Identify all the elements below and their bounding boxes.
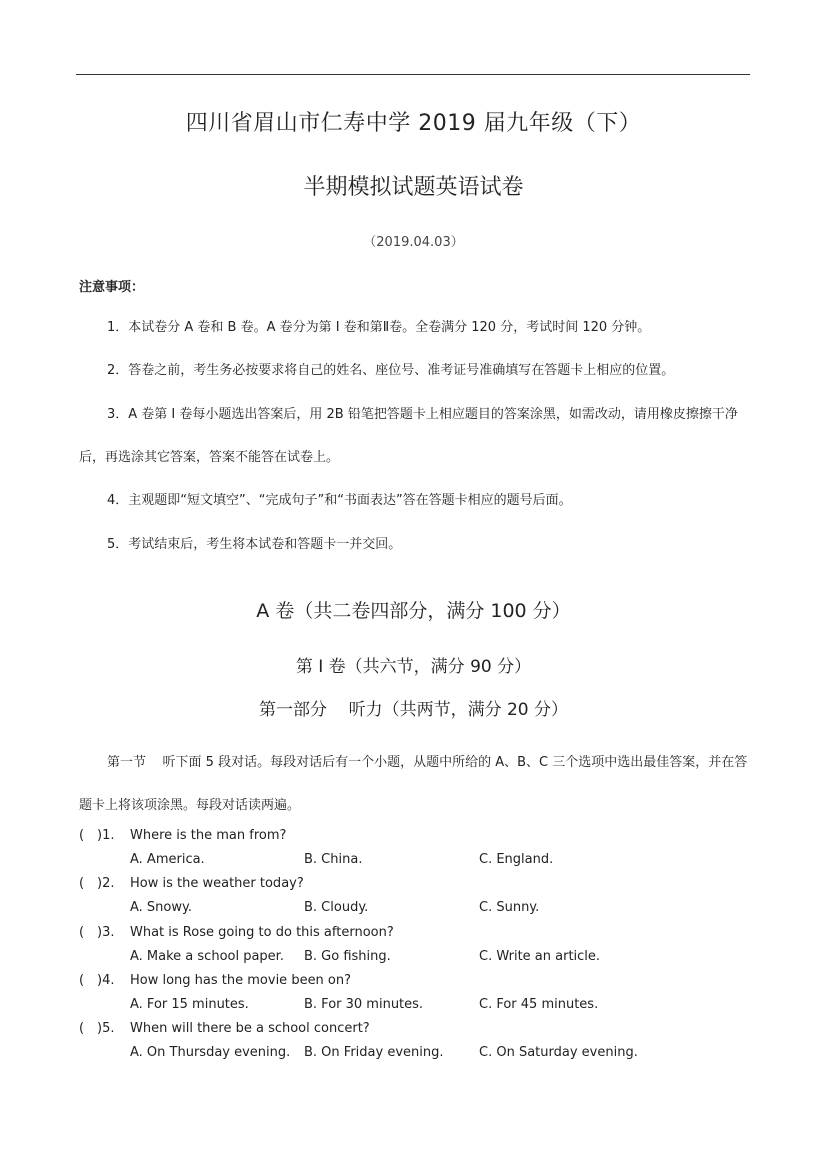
option-a: A. On Thursday evening. [130,1045,291,1060]
option-a: A. Snowy. [130,900,192,915]
subsection-intro: 第一节 听下面 5 段对话。每段对话后有一个小题，从题中所给的 A、B、C 三个选项中选出最佳答案，并在答题卡上将该项涂黑。每段对话读两遍。 [79,755,748,813]
question-stem: When will there be a school concert? [130,1021,370,1036]
exam-title-line1: 四川省眉山市仁寿中学 2019 届九年级（下） [185,111,642,136]
answer-blank: ( [79,828,85,843]
notice-item-text: 4．主观题即“短文填空”、“完成句子”和“书面表达”答在答题卡相应的题号后面。 [107,493,572,508]
option-c: C. England. [479,852,554,867]
option-b: B. Cloudy. [304,900,369,915]
notice-item [79,535,751,555]
question-stem: Where is the man from? [130,828,287,843]
question-number: )4. [97,973,115,988]
option-c: C. Write an article. [479,949,601,964]
notice-heading: 注意事项： [79,280,145,295]
question-stem: How long has the movie been on? [130,973,352,988]
option-c: C. For 45 minutes. [479,997,599,1012]
question-3 [79,925,751,947]
section-a-paper: A 卷（共二卷四部分，满分 100 分） [256,600,571,622]
notice-item [79,491,751,511]
notice-item-text: 1．本试卷分 A 卷和 B 卷。A 卷分为第 I 卷和第Ⅱ卷。全卷满分 120 分，考试时间 120 分钟。 [107,320,651,335]
option-c: C. On Saturday evening. [479,1045,638,1060]
question-number: )2. [97,876,115,891]
notice-item-text: 2．答卷之前，考生务必按要求将自己的姓名、座位号、准考证号准确填写在答题卡上相应的位置。 [107,363,675,378]
answer-blank: ( [79,925,85,940]
option-b: B. On Friday evening. [304,1045,444,1060]
question-number: )5. [97,1021,115,1036]
question-number: )1. [97,828,115,843]
option-a: A. For 15 minutes. [130,997,249,1012]
option-b: B. China. [304,852,363,867]
notice-item-text: 5．考试结束后，考生将本试卷和答题卡一并交回。 [107,537,402,552]
section-part1: 第一部分 听力（共两节，满分 20 分） [258,700,569,720]
exam-date: （2019.04.03） [363,235,464,250]
question-stem: How is the weather today? [130,876,304,891]
question-4 [79,973,751,995]
question-1 [79,828,751,850]
answer-blank: ( [79,1021,85,1036]
notice-item [79,361,751,381]
notice-item: 3．A 卷第 I 卷每小题选出答案后，用 2B 铅笔把答题卡上相应题目的答案涂黑，如需改动，请用橡皮擦擦干净后，再选涂其它答案，答案不能答在试卷上。 [79,407,738,465]
exam-title-line2: 半期模拟试题英语试卷 [303,175,524,200]
option-a: A. America. [130,852,205,867]
question-2 [79,876,751,898]
option-b: B. For 30 minutes. [304,997,424,1012]
header-rule [76,74,750,75]
option-b: B. Go fishing. [304,949,391,964]
answer-blank: ( [79,876,85,891]
question-stem: What is Rose going to do this afternoon? [130,925,394,940]
question-number: )3. [97,925,115,940]
answer-blank: ( [79,973,85,988]
notice-item [79,318,751,338]
question-5 [79,1021,751,1043]
option-c: C. Sunny. [479,900,540,915]
section-volume1: 第 I 卷（共六节，满分 90 分） [295,657,532,677]
option-a: A. Make a school paper. [130,949,284,964]
